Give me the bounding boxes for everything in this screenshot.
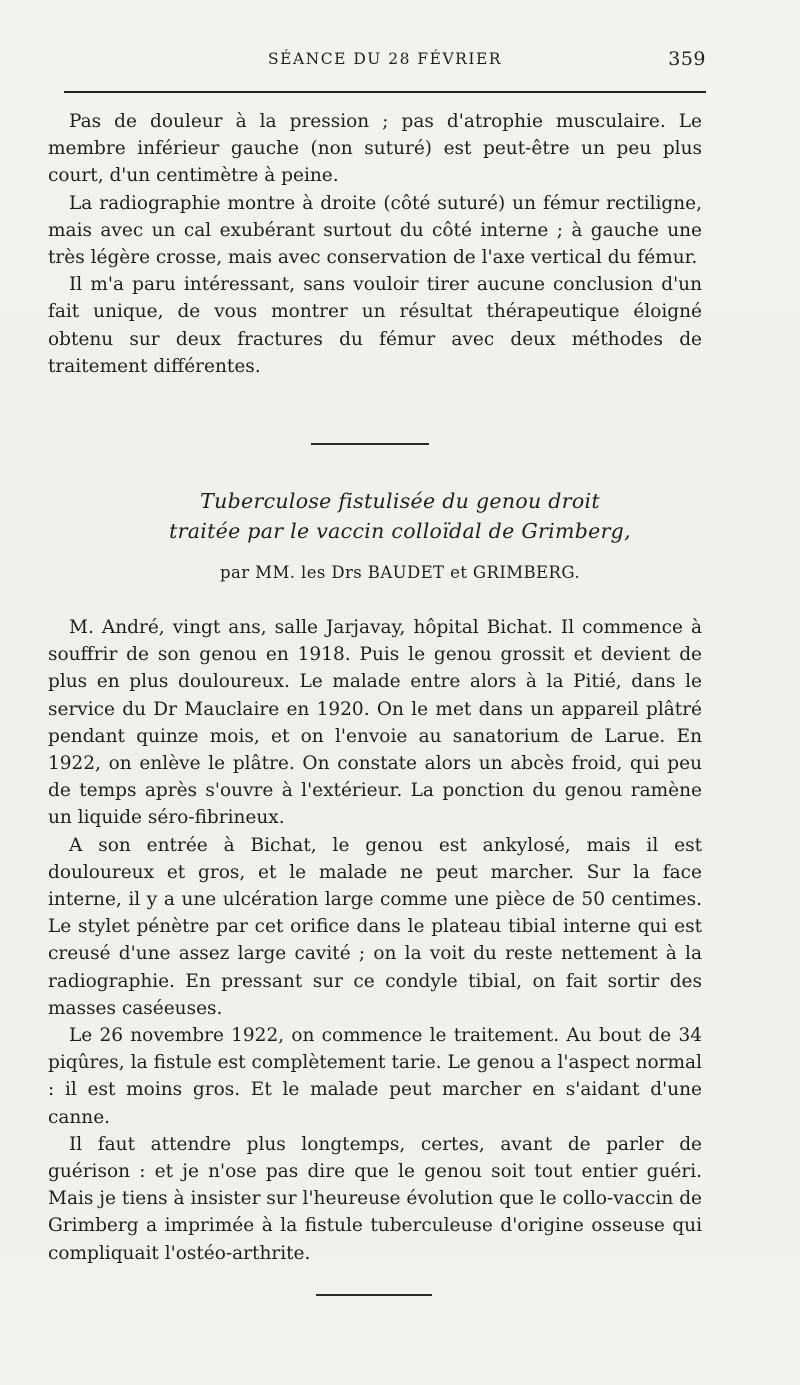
running-head [64,48,706,72]
article-title [120,486,680,546]
article-body [48,614,702,1267]
end-separator-rule [316,1294,432,1296]
article-title-line-1: Tuberculose fistulisée du genou droit [200,489,600,513]
header-rule [64,91,706,93]
paragraph: Pas de douleur à la pression ; pas d'atrophie musculaire. Le membre inférieur gauche (non suturé) est peut-être un peu plus court, d'un centimètre à peine. [48,111,702,187]
section-separator-rule [311,443,429,445]
paragraph: A son entrée à Bichat, le genou est ankylosé, mais il est douloureux et gros, et le malade ne peut marcher. Sur la face interne, il y a une ulcération large comme une pièce de 50 centimes. Le stylet pénètre par cet orifice dans le plateau tibial interne qui est creusé d'une assez large cavité ; on la voit du reste nettement à la radiographie. En pressant sur ce condyle tibial, on fait sortir des masses caséeuses. [48,834,702,1019]
paragraph: Le 26 novembre 1922, on commence le traitement. Au bout de 34 piqûres, la fistule est complètement tarie. Le genou a l'aspect normal : il est moins gros. Et le malade peut marcher en s'aidant d'une canne. [48,1025,702,1128]
running-title: SÉANCE DU 28 FÉVRIER [268,50,502,68]
paragraph: La radiographie montre à droite (côté suturé) un fémur rectiligne, mais avec un cal exubérant surtout du côté interne ; à gauche une très légère crosse, mais avec conservation de l'axe vertical du fémur. [48,192,702,269]
paragraph: Il m'a paru intéressant, sans vouloir tirer aucune conclusion d'un fait unique, de vous montrer un résultat thérapeutique éloigné obtenu sur deux fractures du fémur avec deux méthodes de traitement différentes. [48,274,702,377]
article-title-line-2: traitée par le vaccin colloïdal de Grimberg, [169,519,631,543]
paragraph: M. André, vingt ans, salle Jarjavay, hôpital Bichat. Il commence à souffrir de son genou en 1918. Puis le genou grossit et devient de plus en plus douloureux. Le malade entre alors à la Pitié, dans le service du Dr Mauclaire en 1920. On le met dans un appareil plâtré pendant quinze mois, et on l'envoie au sanatorium de Larue. En 1922, on enlève le plâtre. On constate alors un abcès froid, qui peu de temps après s'ouvre à l'extérieur. La ponction du genou ramène un liquide séro-fibrineux. [48,617,702,829]
previous-article-conclusion [48,108,702,380]
article-byline: par MM. les Drs BAUDET et GRIMBERG. [220,563,580,582]
paragraph: Il faut attendre plus longtemps, certes, avant de parler de guérison : et je n'ose pas dire que le genou soit tout entier guéri. Mais je tiens à insister sur l'heureuse évolution que le collo-vaccin de Grimberg a imprimée à la fistule tuberculeuse d'origine osseuse qui compliquait l'ostéo-arthrite. [48,1133,702,1264]
page-number: 359 [668,48,706,70]
